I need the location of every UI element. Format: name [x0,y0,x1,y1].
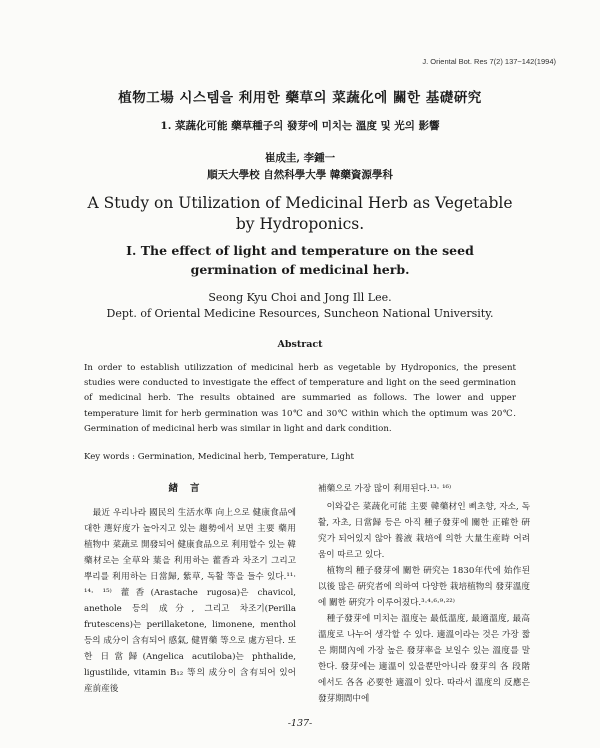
korean-affiliation: 順天大學校 自然科學大學 韓藥資源學科 [207,169,393,181]
english-subtitle: Ⅰ. The effect of light and temperature on the seed germination of medicinal herb. [126,243,474,277]
english-authors: Seong Kyu Choi and Jong Ill Lee. [208,291,392,304]
english-title: A Study on Utilization of Medicinal Herb as Vegetable by Hydroponics. [87,194,513,233]
intro-paragraph: 種子發芽에 미치는 溫度는 最低溫度, 最適溫度, 最高溫度로 나누어 생각할 수 있다. 適溫이라는 것은 가장 짧은 期間內에 가장 높은 發芽率을 보일수 있는 溫度를 말한다. 發芽에는 適溫이 있을뿐만아니라 發芽의 各 段階에서도 各各 必要한 適溫이 있다. 따라서 溫度의 反應은 發芽期間中에 [318,614,530,704]
abstract-heading: Abstract [277,339,323,350]
english-affiliation: Dept. of Oriental Medicine Resources, Suncheon National University. [106,307,494,320]
keywords: Key words : Germination, Medicinal herb, Temperature, Light [84,452,354,462]
journal-reference: J. Oriental Bot. Res 7(2) 137~142(1994) [422,57,556,66]
korean-subtitle: 1. 菜蔬化可能 藥草種子의 發芽에 미치는 溫度 및 光의 影響 [160,120,440,132]
intro-paragraph: 最近 우리나라 國民의 生活水準 向上으로 健康食品에 대한 選好度가 높아지고 있는 趨勢에서 보면 主要 藥用植物中 菜蔬로 開發되어 健康食品으로 利用할수 있는 韓藥材로는 全草와 葉을 利用하는 藿香과 차조기 그리고 뿌리를 利用하는 日當歸, 紫草, 독활 等을 들수 있다.¹¹· ¹⁴· ¹⁵⁾ 藿香(Arastache rugosa)은 chavicol, anethole 등의 成分, 그리고 차조기(Perilla frutescens)는 perillaketone, limonene, menthol 등의 成分이 含有되어 感氣, 健胃藥 等으로 處方된다. 또한 日當歸(Angelica acutiloba)는 phthalide, ligustilide, vitamin B₁₂ 等의 成分이 含有되어 있어 産前産後 [84,508,296,694]
korean-title: 植物工場 시스템을 利用한 藥草의 菜蔬化에 關한 基礎硏究 [118,90,482,106]
korean-authors: 崔成圭, 李鍾一 [264,152,336,164]
abstract-body: In order to establish utilizzation of medicinal herb as vegetable by Hydroponics, the present studies were conducted to investigate the effect of temperature and light on the seed germination of medicinal herb. The results obtained are summaried as follows. The lower and upper temperature limit for herb germination was 10℃ and 30℃ within which the optimum was 20℃. Germination of medicinal herb was similar in light and dark condition. [84,363,516,434]
left-column [84,481,296,697]
right-column [318,481,530,707]
introduction-heading: 緖言 [168,483,212,494]
page-number: -137- [287,718,313,729]
intro-paragraph: 補藥으로 가장 많이 利用된다.¹³· ¹⁶⁾ [318,484,452,494]
intro-paragraph: 이와같은 菜蔬化可能 主要 韓藥材인 삐초향, 자소, 독활, 자초, 日當歸 등은 아직 種子發芽에 關한 正確한 硏究가 되어있지 않아 養液 栽培에 의한 大量生産時 어려움이 따르고 있다. [318,502,530,560]
intro-paragraph: 植物의 種子發芽에 關한 硏究는 1830年代에 始作된 以後 많은 硏究者에 의하여 다양한 栽培植物의 發芽溫度에 關한 硏究가 이루어졌다.³·⁴·⁶·⁹·²²⁾ [318,566,530,608]
